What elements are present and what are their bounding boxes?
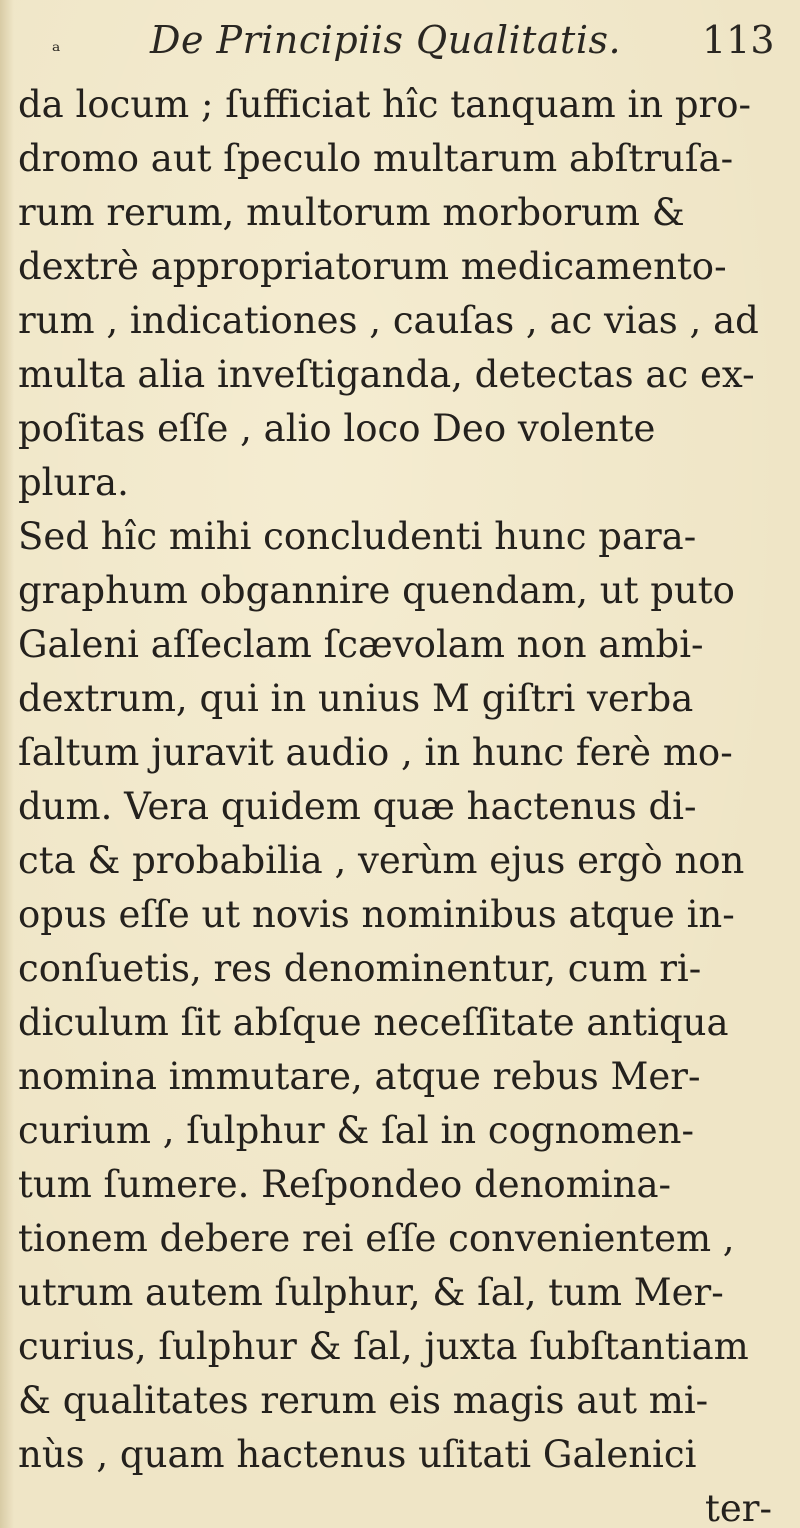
text-line: utrum autem ſulphur, & ſal, tum Mer- xyxy=(18,1271,724,1314)
text-line: rum , indicationes , cauſas , ac vias , ad xyxy=(18,299,759,342)
text-line: diculum ſit abſque neceſſitate antiqua xyxy=(18,1001,729,1044)
text-line: curium , ſulphur & ſal in cognomen- xyxy=(18,1109,694,1152)
text-line: dextrè appropriatorum medicamento- xyxy=(18,245,727,288)
text-line: nùs , quam hactenus uſitati Galenici xyxy=(18,1433,697,1476)
catchword: ter- xyxy=(705,1487,772,1528)
page-edge-shadow xyxy=(0,0,14,1528)
text-line: tionem debere rei eſſe convenientem , xyxy=(18,1217,735,1260)
text-line: dum. Vera quidem quæ hactenus di- xyxy=(18,785,697,828)
text-line: nomina immutare, atque rebus Mer- xyxy=(18,1055,701,1098)
text-line: multa alia inveſtiganda, detectas ac ex- xyxy=(18,353,755,396)
text-line: Galeni aſſeclam ſcævolam non ambi- xyxy=(18,623,704,666)
body-text xyxy=(18,78,798,1528)
page-number: 113 xyxy=(702,18,775,62)
text-line: Sed hîc mihi concludenti hunc para- xyxy=(18,515,697,558)
text-line: tum ſumere. Reſpondeo denomina- xyxy=(18,1163,672,1206)
text-line: opus eſſe ut novis nominibus atque in- xyxy=(18,893,735,936)
text-line: conſuetis, res denominentur, cum ri- xyxy=(18,947,702,990)
page-header xyxy=(0,18,800,78)
text-line: dextrum, qui in unius M giſtri verba xyxy=(18,677,694,720)
text-line: da locum ; ſufficiat hîc tanquam in pro- xyxy=(18,83,752,126)
text-line: poſitas eſſe , alio loco Deo volente xyxy=(18,407,656,450)
text-line: dromo aut ſpeculo multarum abſtruſa- xyxy=(18,137,734,180)
text-line: & qualitates rerum eis magis aut mi- xyxy=(18,1379,709,1422)
text-line: rum rerum, multorum morborum & xyxy=(18,191,685,234)
text-line: curius, ſulphur & ſal, juxta ſubſtantiam xyxy=(18,1325,749,1368)
text-line: plura. xyxy=(18,461,129,504)
running-title: De Principiis Qualitatis. xyxy=(150,18,622,62)
text-line: cta & probabilia , verùm ejus ergò non xyxy=(18,839,745,882)
header-mark: ₐ xyxy=(52,32,61,57)
text-line: ſaltum juravit audio , in hunc ferè mo- xyxy=(18,731,733,774)
text-line: graphum obgannire quendam, ut puto xyxy=(18,569,735,612)
